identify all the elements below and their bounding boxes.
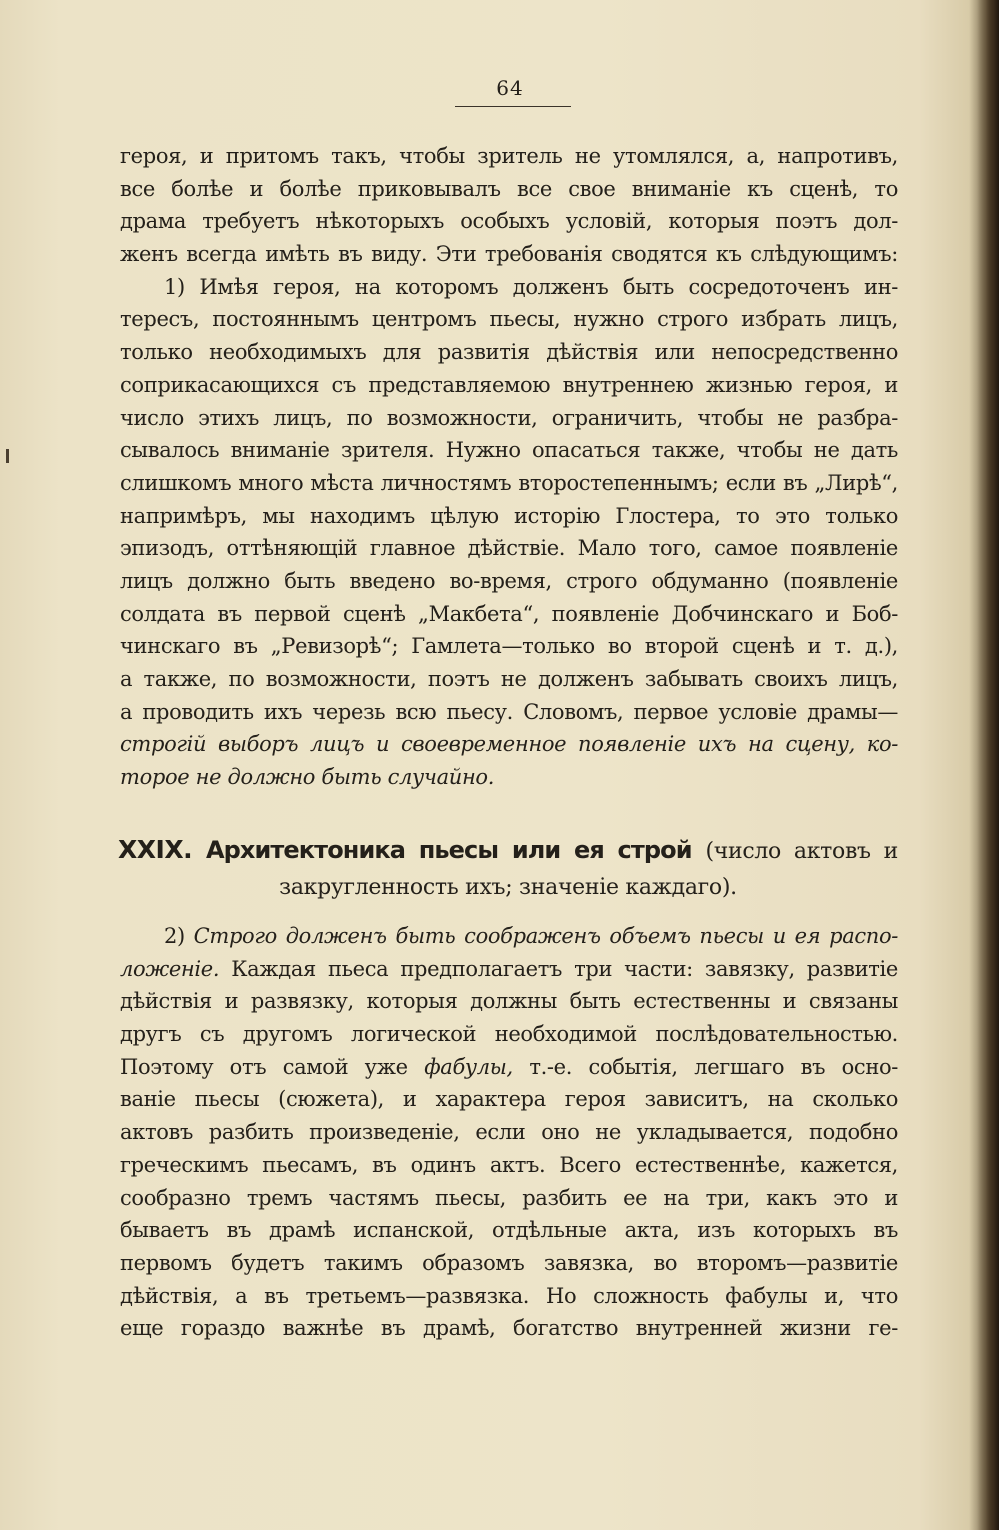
section-heading-line — [118, 832, 898, 870]
text-line: слишкомъ много мѣста личностямъ второстепеннымъ; если въ „Лирѣ“, — [120, 470, 898, 495]
text-line: героя, и притомъ такъ, чтобы зритель не утомлялся, а, напротивъ, — [120, 144, 898, 168]
page-edge-shadow — [977, 0, 999, 1530]
text-block-1 — [120, 140, 898, 794]
text-line: бываетъ въ драмѣ испанской, отдѣльные акта, изъ которыхъ въ — [120, 1218, 898, 1243]
text-line: 1) Имѣя героя, на которомъ долженъ быть сосредоточенъ ин- — [164, 274, 898, 299]
text-line: дѣйствія и развязку, которыя должны быть естественны и связаны — [120, 989, 898, 1014]
text-line: греческимъ пьесамъ, въ одинъ актъ. Всего естественнѣе, кажется, — [120, 1152, 898, 1177]
text-run: Каждая пьеса предполагаетъ три части: завязку, развитіе — [231, 956, 898, 981]
section-number: XXIX. — [118, 835, 193, 864]
text-line: соприкасающихся съ представляемою внутреннею жизнью героя, и — [120, 372, 898, 397]
text-line — [120, 920, 898, 953]
text-line: другъ съ другомъ логической необходимой послѣдовательностью. — [120, 1022, 898, 1047]
text-line: драма требуетъ нѣкоторыхъ особыхъ условій, которыя поэтъ дол- — [120, 209, 898, 234]
italic-text: ложеніе. — [120, 956, 220, 981]
text-line: тересъ, постояннымъ центромъ пьесы, нужно строго избрать лицъ, — [120, 307, 898, 332]
text-line: а также, по возможности, поэтъ не долженъ забывать своихъ лицъ, — [120, 667, 898, 691]
section-title: Архитектоника пьесы или ея строй — [205, 836, 692, 864]
text-line: а проводить ихъ черезь всю пьесу. Словомъ, первое условіе драмы— — [120, 699, 898, 724]
text-line: актовъ разбить произведеніе, если оно не укладывается, подобно — [120, 1120, 898, 1145]
text-line: сывалось вниманіе зрителя. Нужно опасаться также, чтобы не дать — [120, 438, 898, 463]
text-line: дѣйствія, а въ третьемъ—развязка. Но сложность фабулы и, что — [120, 1283, 898, 1308]
text-line: лицъ должно быть введено во-время, строго обдуманно (появленіе — [120, 568, 898, 593]
italic-line: торое не должно быть случайно. — [120, 765, 495, 790]
text-line: все болѣе и болѣе приковывалъ все свое вниманіе къ сценѣ, то — [120, 176, 898, 201]
italic-text: Строго долженъ быть соображенъ объемъ пьесы и ея распо- — [193, 924, 899, 948]
text-line: еще гораздо важнѣе въ драмѣ, богатство внутренней жизни ге- — [120, 1316, 898, 1341]
text-line: первомъ будетъ такимъ образомъ завязка, во второмъ—развитіе — [120, 1250, 898, 1275]
text-block-2 — [120, 920, 898, 1345]
text-line: напримѣръ, мы находимъ цѣлую исторію Глостера, то это только — [120, 503, 898, 528]
text-line — [120, 1051, 898, 1084]
section-heading — [118, 832, 898, 906]
section-subtitle: (число актовъ и — [705, 839, 898, 864]
text-line: ваніе пьесы (сюжета), и характера героя зависитъ, на сколько — [120, 1087, 898, 1112]
text-line — [120, 953, 898, 986]
section-subtitle-cont: закругленность ихъ; значеніе каждаго). — [279, 875, 737, 900]
text-line: эпизодъ, оттѣняющій главное дѣйствіе. Мало того, самое появленіе — [120, 536, 898, 561]
text-run: Поэтому отъ самой уже — [120, 1054, 408, 1079]
text-run: т.-е. событія, легшаго въ осно- — [529, 1054, 899, 1079]
header-rule — [455, 106, 571, 107]
margin-mark — [6, 449, 9, 463]
item-number: 2) — [164, 924, 185, 948]
text-line: сообразно тремъ частямъ пьесы, разбить ее на три, какъ это и — [120, 1185, 898, 1210]
italic-line: строгій выборъ лицъ и своевременное появленіе ихъ на сцену, ко- — [120, 732, 898, 757]
text-line: чинскаго въ „Ревизорѣ“; Гамлета—только во второй сценѣ и т. д.), — [120, 634, 898, 659]
italic-text: фабулы, — [424, 1054, 513, 1079]
text-line: число этихъ лицъ, по возможности, ограничить, чтобы не разбра- — [120, 405, 898, 430]
page-number: 64 — [496, 76, 524, 100]
text-line: только необходимыхъ для развитія дѣйствія или непосредственно — [120, 340, 898, 365]
text-line: солдата въ первой сценѣ „Макбета“, появленіе Добчинскаго и Боб- — [120, 601, 898, 626]
text-line: женъ всегда имѣть въ виду. Эти требованія сводятся къ слѣдующимъ: — [120, 242, 898, 267]
